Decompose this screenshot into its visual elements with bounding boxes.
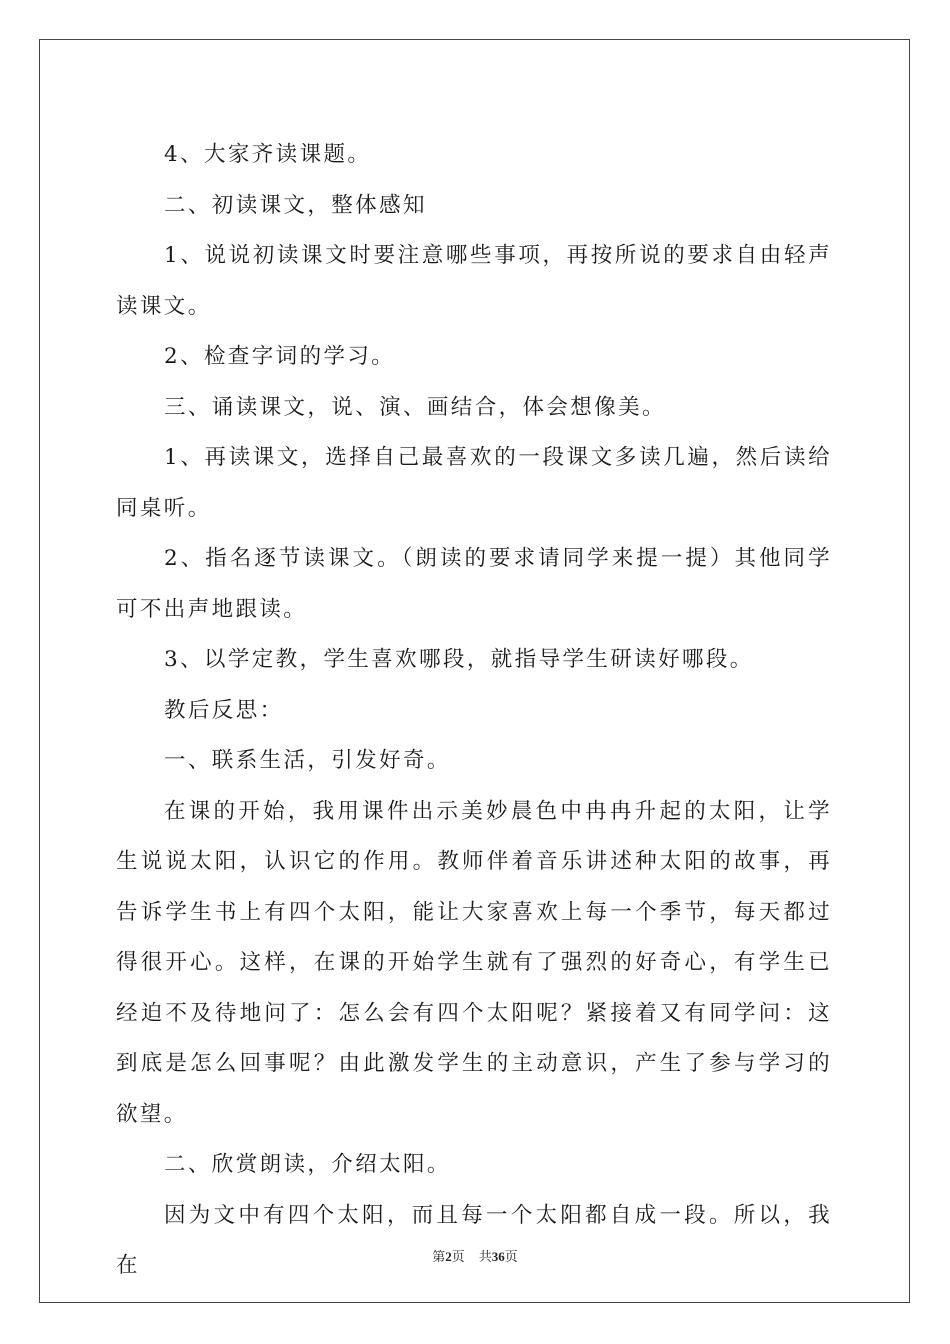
paragraph: 1、再读课文，选择自己最喜欢的一段课文多读几遍，然后读给同桌听。	[116, 445, 832, 521]
paragraph: 教后反思：	[164, 697, 284, 723]
paragraph: 因为文中有四个太阳，而且每一个太阳都自成一段。所以，我在	[116, 1202, 832, 1278]
total-pages: 36	[491, 1249, 505, 1264]
paragraph: 二、初读课文，整体感知	[164, 192, 427, 218]
document-body	[116, 130, 832, 1292]
paragraph: 一、联系生活，引发好奇。	[164, 748, 451, 773]
paragraph: 三、诵读课文，说、演、画结合，体会想像美。	[164, 394, 666, 420]
total-suffix: 页	[504, 1250, 518, 1265]
paragraph: 二、欣赏朗读，介绍太阳。	[164, 1152, 451, 1177]
page-footer	[0, 1246, 950, 1265]
paragraph: 3、以学定教，学生喜欢哪段，就指导学生研读好哪段。	[164, 647, 754, 672]
paragraph: 在课的开始，我用课件出示美妙晨色中冉冉升起的太阳，让学生说说太阳，认识它的作用。教师伴着音乐讲述种太阳的故事，再告诉学生书上有四个太阳，能让大家喜欢上每一个季节，每天都过得很开心。这样，在课的开始学生就有了强烈的好奇心，有学生已经迫不及待地问了：怎么会有四个太阳呢？紧接着又有同学问：这到底是怎么回事呢？由此激发学生的主动意识，产生了参与学习的欲望。	[116, 798, 832, 1127]
page-suffix: 页	[451, 1250, 465, 1265]
paragraph: 2、指名逐节读课文。（朗读的要求请同学来提一提）其他同学可不出声地跟读。	[116, 546, 832, 622]
total-prefix: 共	[478, 1250, 492, 1265]
page-prefix: 第	[432, 1250, 446, 1265]
page-number: 2	[445, 1249, 452, 1264]
paragraph: 1、说说初读课文时要注意哪些事项，再按所说的要求自由轻声读课文。	[116, 243, 832, 319]
paragraph: 2、检查字词的学习。	[164, 344, 396, 369]
paragraph: 4、大家齐读课题。	[164, 142, 372, 167]
